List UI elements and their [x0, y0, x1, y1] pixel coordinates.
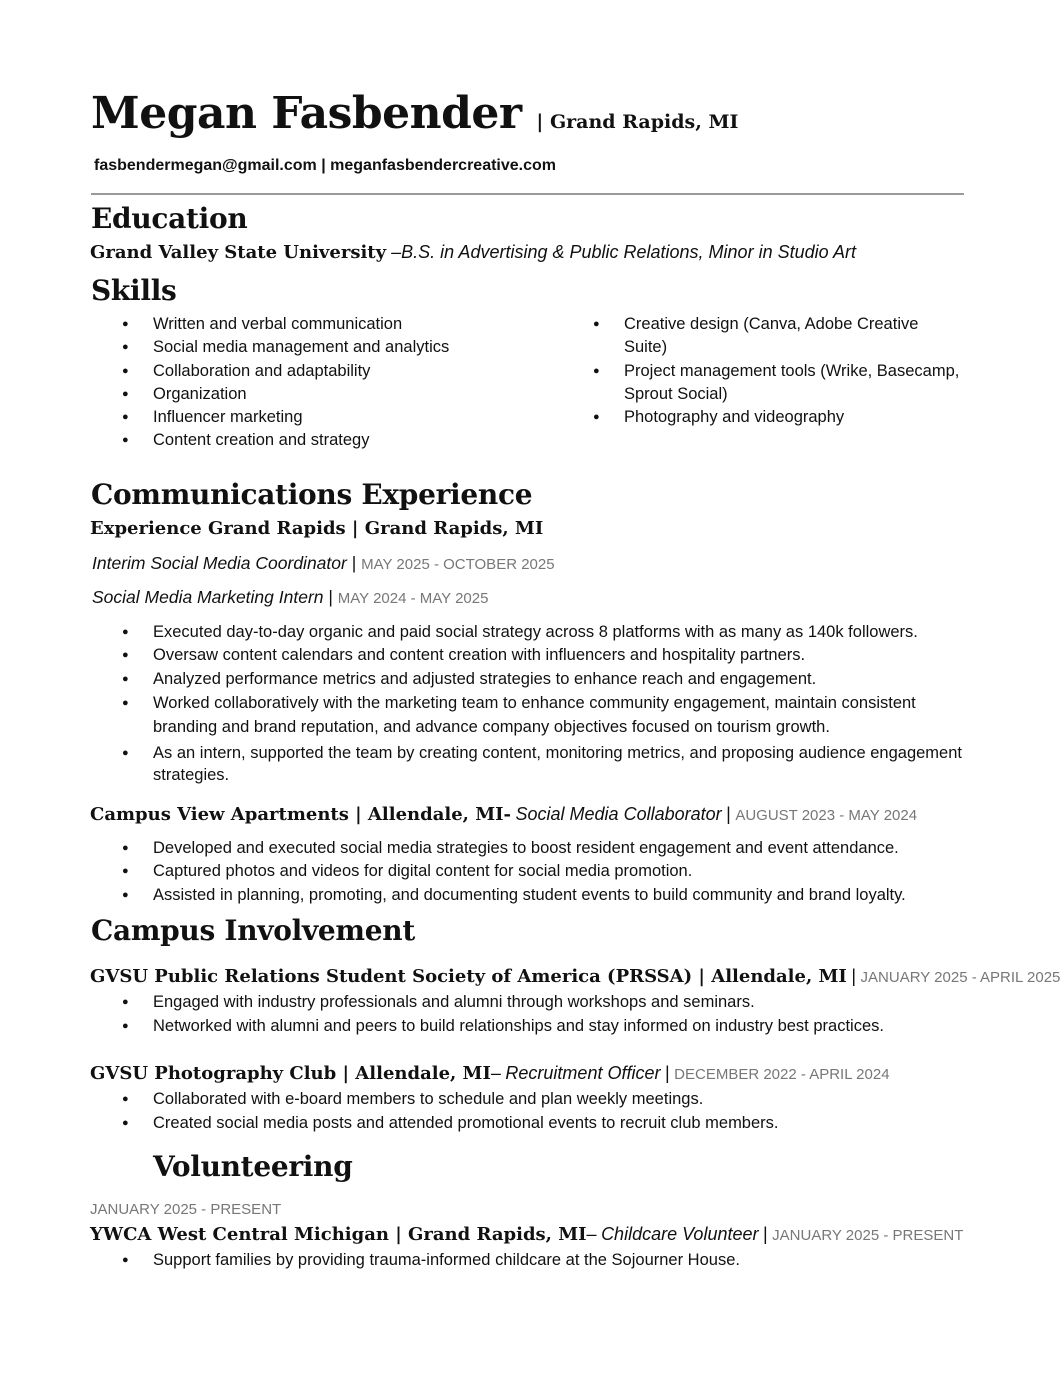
skill-item: ● Project management tools (Wrike, Basecamp, Sprout Social)	[562, 360, 962, 407]
skills-list-right	[562, 313, 962, 429]
photo-club-bullets	[91, 1088, 971, 1135]
photo-club-line: GVSU Photography Club | Allendale, MI– Recruitment Officer | DECEMBER 2022 - APRIL 2024	[90, 1063, 890, 1084]
contact-line: fasbendermegan@gmail.com | meganfasbendercreative.com	[94, 157, 557, 174]
volunteer-bullet: ● Support families by providing trauma-informed childcare at the Sojourner House.	[91, 1249, 971, 1273]
experience-bullet: ● As an intern, supported the team by creating content, monitoring metrics, and proposing audience engagement strategies.	[91, 742, 971, 786]
experience-bullet: ● Captured photos and videos for digital content for social media promotion.	[91, 860, 971, 883]
org-photo-club: GVSU Photography Club | Allendale, MI	[90, 1063, 491, 1084]
involvement-bullet: ● Engaged with industry professionals and alumni through workshops and seminars.	[91, 991, 971, 1015]
involvement-bullet: ● Collaborated with e-board members to schedule and plan weekly meetings.	[91, 1088, 971, 1112]
role-line-2: Social Media Marketing Intern | MAY 2024 - MAY 2025	[92, 587, 489, 607]
skill-item: ● Written and verbal communication	[91, 313, 531, 336]
role-dates: MAY 2025 - OCTOBER 2025	[361, 556, 555, 573]
campus-view-line: Campus View Apartments | Allendale, MI- Social Media Collaborator | AUGUST 2023 - MAY 2024	[90, 804, 918, 825]
campus-view-bullets	[91, 837, 971, 907]
role-dates: JANUARY 2025 - APRIL 2025	[860, 969, 1060, 986]
education-line	[90, 242, 856, 263]
skill-item: ● Creative design (Canva, Adobe Creative Suite)	[562, 313, 962, 360]
role-title: Childcare Volunteer	[601, 1224, 759, 1244]
role-line-1: Interim Social Media Coordinator | MAY 2025 - OCTOBER 2025	[92, 553, 555, 573]
experience-bullet: ● Worked collaboratively with the marketing team to enhance community engagement, maintain consistent branding and brand reputation, and advance company objectives focused on tourism growth.	[91, 691, 971, 739]
skill-item: ● Collaboration and adaptability	[91, 360, 531, 383]
role-dates: AUGUST 2023 - MAY 2024	[735, 807, 918, 824]
resume-name-line	[91, 88, 738, 139]
org-campus-view: Campus View Apartments | Allendale, MI-	[90, 804, 512, 825]
experience-bullet: ● Developed and executed social media strategies to boost resident engagement and event attendance.	[91, 837, 971, 860]
school-name: Grand Valley State University	[90, 242, 387, 263]
full-name: Megan Fasbender	[91, 88, 522, 139]
skill-item: ● Influencer marketing	[91, 406, 531, 429]
org-experience-grand-rapids: Experience Grand Rapids | Grand Rapids, MI	[90, 518, 544, 539]
role-dates: MAY 2024 - MAY 2025	[337, 590, 489, 607]
education-heading: Education	[91, 202, 248, 235]
role-title: Recruitment Officer	[505, 1063, 661, 1083]
skills-heading: Skills	[91, 274, 177, 307]
skill-item: ● Content creation and strategy	[91, 429, 531, 452]
experience-bullet: ● Oversaw content calendars and content creation with influencers and hospitality partners.	[91, 644, 971, 667]
role-dates: DECEMBER 2022 - APRIL 2024	[674, 1066, 890, 1083]
degree-text: B.S. in Advertising & Public Relations, Minor in Studio Art	[401, 242, 856, 262]
dash: –	[490, 1063, 501, 1083]
involvement-heading: Campus Involvement	[91, 914, 415, 947]
education-dash: –	[386, 242, 402, 262]
stray-date: JANUARY 2025 - PRESENT	[90, 1201, 282, 1218]
experience-bullet: ● Analyzed performance metrics and adjusted strategies to enhance reach and engagement.	[91, 668, 971, 691]
dash: –	[586, 1224, 597, 1244]
volunteering-heading: Volunteering	[153, 1150, 353, 1183]
involvement-bullet: ● Created social media posts and attended promotional events to recruit club members.	[91, 1112, 971, 1136]
prssa-bullets	[91, 991, 971, 1038]
communications-heading: Communications Experience	[91, 478, 533, 511]
skill-item: ● Organization	[91, 383, 531, 406]
role-dates: JANUARY 2025 - PRESENT	[772, 1227, 964, 1244]
skill-item: ● Social media management and analytics	[91, 336, 531, 359]
prssa-line: GVSU Public Relations Student Society of America (PRSSA) | Allendale, MI | JANUARY 2025 - APRIL 2025	[90, 966, 1060, 987]
role-title: Interim Social Media Coordinator	[92, 553, 347, 573]
role-title: Social Media Collaborator	[515, 804, 722, 824]
header-divider	[91, 193, 964, 195]
skill-item: ● Photography and videography	[562, 406, 962, 429]
org-ywca: YWCA West Central Michigan | Grand Rapids, MI	[90, 1224, 587, 1245]
skills-list-left	[91, 313, 531, 453]
ywca-bullets	[91, 1249, 971, 1273]
role-title: Social Media Marketing Intern	[92, 587, 324, 607]
header-location: | Grand Rapids, MI	[536, 111, 739, 133]
experience-bullet: ● Executed day-to-day organic and paid social strategy across 8 platforms with as many as 140k followers.	[91, 621, 971, 644]
org-prssa: GVSU Public Relations Student Society of America (PRSSA) | Allendale, MI	[90, 966, 847, 987]
ywca-line: YWCA West Central Michigan | Grand Rapids, MI– Childcare Volunteer | JANUARY 2025 - PRESENT	[90, 1224, 964, 1245]
experience-bullet: ● Assisted in planning, promoting, and documenting student events to build community and brand loyalty.	[91, 884, 971, 907]
involvement-bullet: ● Networked with alumni and peers to build relationships and stay informed on industry best practices.	[91, 1015, 971, 1039]
experience-bullets	[91, 621, 971, 786]
